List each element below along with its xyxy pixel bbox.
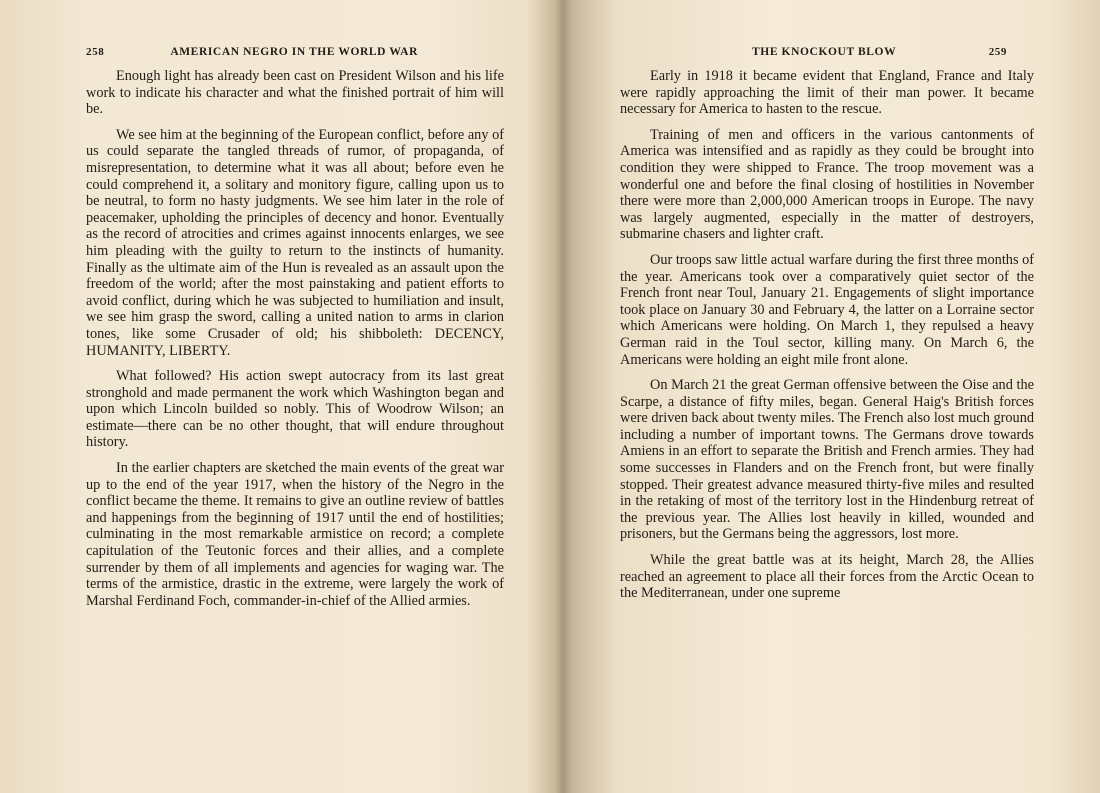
paragraph: Training of men and officers in the various cantonments of America was intensified and as rapidly as they could be brought into condition they were shipped to France. The troop movement was a wonderful one and before the final closing of hostilities in November there were more than 2,000,000 American troops in Europe. The navy was largely augmented, especially in the matter of destroyers, submarine chasers and lighter craft. <box>620 126 1034 243</box>
page-number: 259 <box>988 46 1007 58</box>
right-page-body <box>620 68 1034 611</box>
paragraph: Enough light has already been cast on President Wilson and his life work to indicate his character and what the finished portrait of him will be. <box>86 68 504 118</box>
paragraph: What followed? His action swept autocracy from its last great stronghold and made permanent the work which Washington began and upon which Lincoln builded so nobly. This of Woodrow Wilson; an estimate—there can be no other thought, that will endure throughout history. <box>86 368 504 451</box>
paragraph: While the great battle was at its height, March 28, the Allies reached an agreement to place all their forces from the Arctic Ocean to the Mediterranean, under one supreme <box>620 552 1034 602</box>
running-head: AMERICAN NEGRO IN THE WORLD WAR <box>170 46 418 58</box>
paragraph: Early in 1918 it became evident that England, France and Italy were rapidly approaching the limit of their man power. It became necessary for America to hasten to the rescue. <box>620 68 1034 118</box>
right-page <box>552 0 1100 793</box>
left-page-header <box>86 46 506 58</box>
paragraph: We see him at the beginning of the European conflict, before any of us could separate the tangled threads of rumor, of propaganda, of misrepresentation, to determine what it was all about; before even he could comprehend it, a solitary and monitory figure, calling upon us to be neutral, to form no hasty judgments. We see him later in the role of peacemaker, upholding the principles of decency and honor. Eventually as the record of atrocities and crimes against innocents enlarges, we see him pleading with the guilty to return to the instincts of humanity. Finally as the ultimate aim of the Hun is revealed as an assault upon the freedom of the world; after the most painstaking and patient efforts to avoid conflict, during which he was subjected to humiliation and insult, we see him grasp the sword, calling a united nation to arms in clarion tones, like some Crusader of old; his shibboleth: DECENCY, HUMANITY, LIBERTY. <box>86 126 504 359</box>
left-page-body <box>86 68 504 618</box>
right-page-header <box>752 46 1007 58</box>
left-page <box>0 0 548 793</box>
paragraph: On March 21 the great German offensive between the Oise and the Scarpe, a distance of fifty miles, began. General Haig's British forces were driven back about twenty miles. The French also lost much ground including a number of important towns. The Germans drove towards Amiens in an effort to separate the British and French armies. They had some successes in Flanders and on the French front, but were finally stopped. Their greatest advance measured thirty-five miles and resulted in the retaking of most of the territory lost in the Hindenburg retreat of the previous year. The Allies lost heavily in killed, wounded and prisoners, but the Germans being the aggressors, lost more. <box>620 377 1034 543</box>
paragraph: In the earlier chapters are sketched the main events of the great war up to the end of the year 1917, when the history of the Negro in the conflict became the theme. It remains to give an outline review of battles and happenings from the beginning of 1917 until the end of hostilities; culminating in the most remarkable armistice on record; a complete capitulation of the Teutonic forces and their allies, and a complete surrender by them of all implements and agencies for waging war. The terms of the armistice, drastic in the extreme, were largely the work of Marshal Ferdinand Foch, commander-in-chief of the Allied armies. <box>86 460 504 609</box>
paragraph: Our troops saw little actual warfare during the first three months of the year. Americans took over a comparatively quiet sector of the French front near Toul, January 21. Engagements of slight importance took place on January 30 and February 4, the latter on a Lorraine sector which Americans were holding. On March 1, they repulsed a heavy German raid in the Toul sector, killing many. On March 6, the Americans were holding an eight mile front alone. <box>620 251 1034 368</box>
running-head: THE KNOCKOUT BLOW <box>752 46 897 58</box>
page-number: 258 <box>86 46 105 58</box>
